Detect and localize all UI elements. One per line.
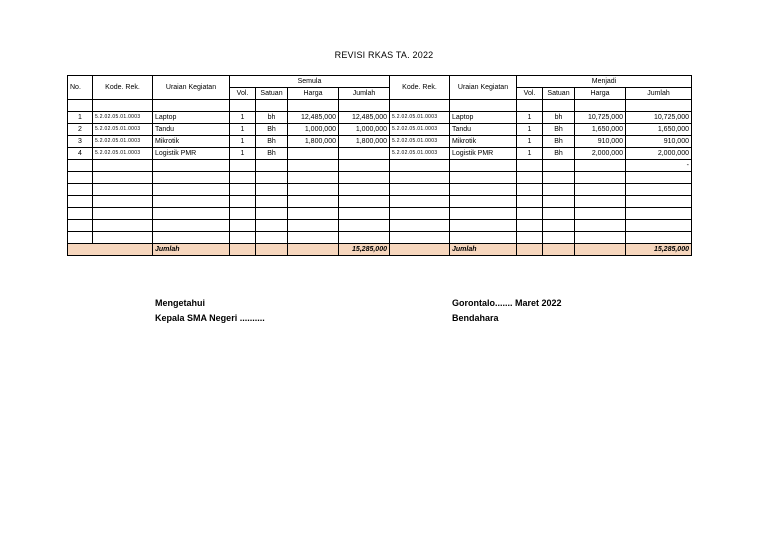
row-m-vol: 1 [517, 112, 543, 124]
row-m-kode: 5.2.02.05.01.0003 [390, 148, 450, 160]
empty-cell [288, 172, 339, 184]
signature-left-line2: Kepala SMA Negeri .......... [155, 313, 265, 323]
table-row [68, 148, 692, 160]
empty-cell [68, 172, 93, 184]
row-kode: 5.2.02.05.01.0003 [93, 136, 153, 148]
row-m-harga: 10,725,000 [575, 112, 626, 124]
empty-cell [256, 160, 288, 172]
row-uraian: Tandu [153, 124, 230, 136]
row-harga [288, 148, 339, 160]
empty-cell [390, 172, 450, 184]
header-m-harga: Harga [575, 88, 626, 100]
empty-cell [256, 232, 288, 244]
empty-cell [575, 196, 626, 208]
row-harga: 1,800,000 [288, 136, 339, 148]
empty-cell [339, 196, 390, 208]
empty-cell [543, 232, 575, 244]
row-m-uraian: Laptop [450, 112, 517, 124]
empty-cell [390, 184, 450, 196]
empty-cell [339, 220, 390, 232]
empty-cell [68, 196, 93, 208]
table-row [68, 112, 692, 124]
row-m-uraian: Mikrotik [450, 136, 517, 148]
row-m-jumlah: 1,650,000 [626, 124, 692, 136]
empty-cell [543, 160, 575, 172]
header-menjadi: Menjadi [517, 76, 692, 88]
empty-cell [68, 160, 93, 172]
signature-right-line2: Bendahara [452, 313, 499, 323]
row-kode: 5.2.02.05.01.0003 [93, 112, 153, 124]
empty-cell [230, 232, 256, 244]
empty-cell [626, 184, 692, 196]
table-row [68, 124, 692, 136]
total-m-label: Jumlah [450, 244, 517, 256]
header-semula: Semula [230, 76, 390, 88]
empty-cell [626, 208, 692, 220]
header-uraian: Uraian Kegiatan [153, 76, 230, 100]
row-kode: 5.2.02.05.01.0003 [93, 148, 153, 160]
empty-cell [517, 196, 543, 208]
empty-row [68, 208, 692, 220]
row-m-satuan: Bh [543, 136, 575, 148]
empty-row [68, 220, 692, 232]
row-uraian: Mikrotik [153, 136, 230, 148]
row-uraian: Laptop [153, 112, 230, 124]
header-m-jumlah: Jumlah [626, 88, 692, 100]
signature-right [452, 296, 562, 326]
empty-row [68, 184, 692, 196]
row-m-harga: 2,000,000 [575, 148, 626, 160]
row-m-kode: 5.2.02.05.01.0003 [390, 112, 450, 124]
row-m-vol: 1 [517, 136, 543, 148]
row-uraian: Logistik PMR [153, 148, 230, 160]
header-m-satuan: Satuan [543, 88, 575, 100]
signature-left [155, 296, 265, 326]
row-m-kode: 5.2.02.05.01.0003 [390, 124, 450, 136]
empty-cell [575, 232, 626, 244]
empty-cell [230, 172, 256, 184]
empty-cell [153, 232, 230, 244]
row-m-vol: 1 [517, 148, 543, 160]
empty-cell [339, 160, 390, 172]
row-satuan: Bh [256, 148, 288, 160]
header-jumlah: Jumlah [339, 88, 390, 100]
row-harga: 12,485,000 [288, 112, 339, 124]
empty-cell [517, 184, 543, 196]
row-vol: 1 [230, 124, 256, 136]
empty-cell [517, 172, 543, 184]
row-satuan: Bh [256, 136, 288, 148]
empty-cell [230, 196, 256, 208]
empty-cell [626, 220, 692, 232]
empty-cell [450, 232, 517, 244]
header-kode: Kode. Rek. [93, 76, 153, 100]
empty-cell [390, 208, 450, 220]
empty-cell [339, 208, 390, 220]
empty-cell [256, 208, 288, 220]
empty-cell [339, 184, 390, 196]
row-kode: 5.2.02.05.01.0003 [93, 124, 153, 136]
empty-cell [93, 220, 153, 232]
empty-cell [93, 172, 153, 184]
header-harga: Harga [288, 88, 339, 100]
signature-right-line1: Gorontalo....... Maret 2022 [452, 298, 562, 308]
row-m-jumlah: 10,725,000 [626, 112, 692, 124]
row-m-jumlah: 910,000 [626, 136, 692, 148]
total-blank [543, 244, 575, 256]
row-satuan: Bh [256, 124, 288, 136]
rkas-table [67, 75, 692, 256]
total-blank [68, 244, 153, 256]
empty-row [68, 160, 692, 172]
empty-cell [339, 232, 390, 244]
empty-cell [230, 184, 256, 196]
header-no: No. [68, 76, 93, 100]
total-blank [230, 244, 256, 256]
header-vol: Vol. [230, 88, 256, 100]
row-jumlah: 1,800,000 [339, 136, 390, 148]
empty-cell [390, 220, 450, 232]
empty-cell [230, 220, 256, 232]
empty-cell [68, 232, 93, 244]
row-m-satuan: Bh [543, 148, 575, 160]
empty-cell [543, 172, 575, 184]
row-harga: 1,000,000 [288, 124, 339, 136]
empty-cell [450, 196, 517, 208]
total-menjadi: 15,285,000 [626, 244, 692, 256]
empty-cell [68, 220, 93, 232]
empty-cell [256, 220, 288, 232]
total-blank [288, 244, 339, 256]
empty-cell [450, 184, 517, 196]
empty-cell [543, 208, 575, 220]
row-m-uraian: Tandu [450, 124, 517, 136]
empty-cell [153, 172, 230, 184]
signature-left-line1: Mengetahui [155, 298, 206, 308]
row-vol: 1 [230, 136, 256, 148]
total-row [68, 244, 692, 256]
row-no: 4 [68, 148, 93, 160]
empty-cell [153, 220, 230, 232]
empty-cell [575, 220, 626, 232]
dash-cell: - [626, 160, 692, 172]
empty-cell [93, 160, 153, 172]
empty-cell [450, 160, 517, 172]
row-jumlah: 1,000,000 [339, 124, 390, 136]
total-blank [517, 244, 543, 256]
row-m-harga: 1,650,000 [575, 124, 626, 136]
empty-cell [230, 160, 256, 172]
empty-row [68, 172, 692, 184]
empty-cell [256, 196, 288, 208]
empty-cell [543, 196, 575, 208]
row-m-satuan: Bh [543, 124, 575, 136]
empty-cell [450, 208, 517, 220]
total-blank [575, 244, 626, 256]
empty-cell [626, 232, 692, 244]
empty-row [68, 196, 692, 208]
total-blank [390, 244, 450, 256]
row-m-vol: 1 [517, 124, 543, 136]
empty-cell [288, 196, 339, 208]
row-m-kode: 5.2.02.05.01.0003 [390, 136, 450, 148]
empty-cell [256, 184, 288, 196]
row-m-uraian: Logistik PMR [450, 148, 517, 160]
empty-cell [93, 184, 153, 196]
empty-cell [256, 172, 288, 184]
empty-cell [68, 208, 93, 220]
empty-cell [575, 184, 626, 196]
row-no: 2 [68, 124, 93, 136]
header-row-1 [68, 76, 692, 88]
empty-cell [153, 184, 230, 196]
row-vol: 1 [230, 112, 256, 124]
empty-cell [93, 208, 153, 220]
total-label: Jumlah [153, 244, 230, 256]
empty-cell [153, 208, 230, 220]
empty-cell [288, 220, 339, 232]
empty-cell [450, 172, 517, 184]
row-satuan: bh [256, 112, 288, 124]
empty-cell [575, 172, 626, 184]
row-jumlah: 12,485,000 [339, 112, 390, 124]
row-jumlah [339, 148, 390, 160]
spacer-row [68, 100, 692, 112]
header-satuan: Satuan [256, 88, 288, 100]
document-title: REVISI RKAS TA. 2022 [334, 50, 434, 60]
row-vol: 1 [230, 148, 256, 160]
empty-cell [517, 220, 543, 232]
row-no: 1 [68, 112, 93, 124]
header-m-uraian: Uraian Kegiatan [450, 76, 517, 100]
empty-cell [543, 184, 575, 196]
empty-cell [543, 220, 575, 232]
header-m-vol: Vol. [517, 88, 543, 100]
empty-cell [517, 208, 543, 220]
empty-row [68, 232, 692, 244]
row-no: 3 [68, 136, 93, 148]
empty-cell [288, 208, 339, 220]
empty-cell [575, 160, 626, 172]
empty-cell [288, 232, 339, 244]
empty-cell [575, 208, 626, 220]
row-m-satuan: bh [543, 112, 575, 124]
total-blank [256, 244, 288, 256]
empty-cell [517, 232, 543, 244]
empty-cell [626, 172, 692, 184]
header-m-kode: Kode. Rek. [390, 76, 450, 100]
empty-cell [390, 160, 450, 172]
empty-cell [153, 196, 230, 208]
empty-cell [93, 196, 153, 208]
empty-cell [339, 172, 390, 184]
empty-cell [93, 232, 153, 244]
empty-cell [450, 220, 517, 232]
row-m-harga: 910,000 [575, 136, 626, 148]
empty-cell [230, 208, 256, 220]
empty-cell [288, 160, 339, 172]
empty-cell [517, 160, 543, 172]
row-m-jumlah: 2,000,000 [626, 148, 692, 160]
total-semula: 15,285,000 [339, 244, 390, 256]
empty-cell [626, 196, 692, 208]
empty-cell [390, 232, 450, 244]
empty-cell [390, 196, 450, 208]
empty-cell [68, 184, 93, 196]
empty-cell [153, 160, 230, 172]
empty-cell [288, 184, 339, 196]
table-row [68, 136, 692, 148]
